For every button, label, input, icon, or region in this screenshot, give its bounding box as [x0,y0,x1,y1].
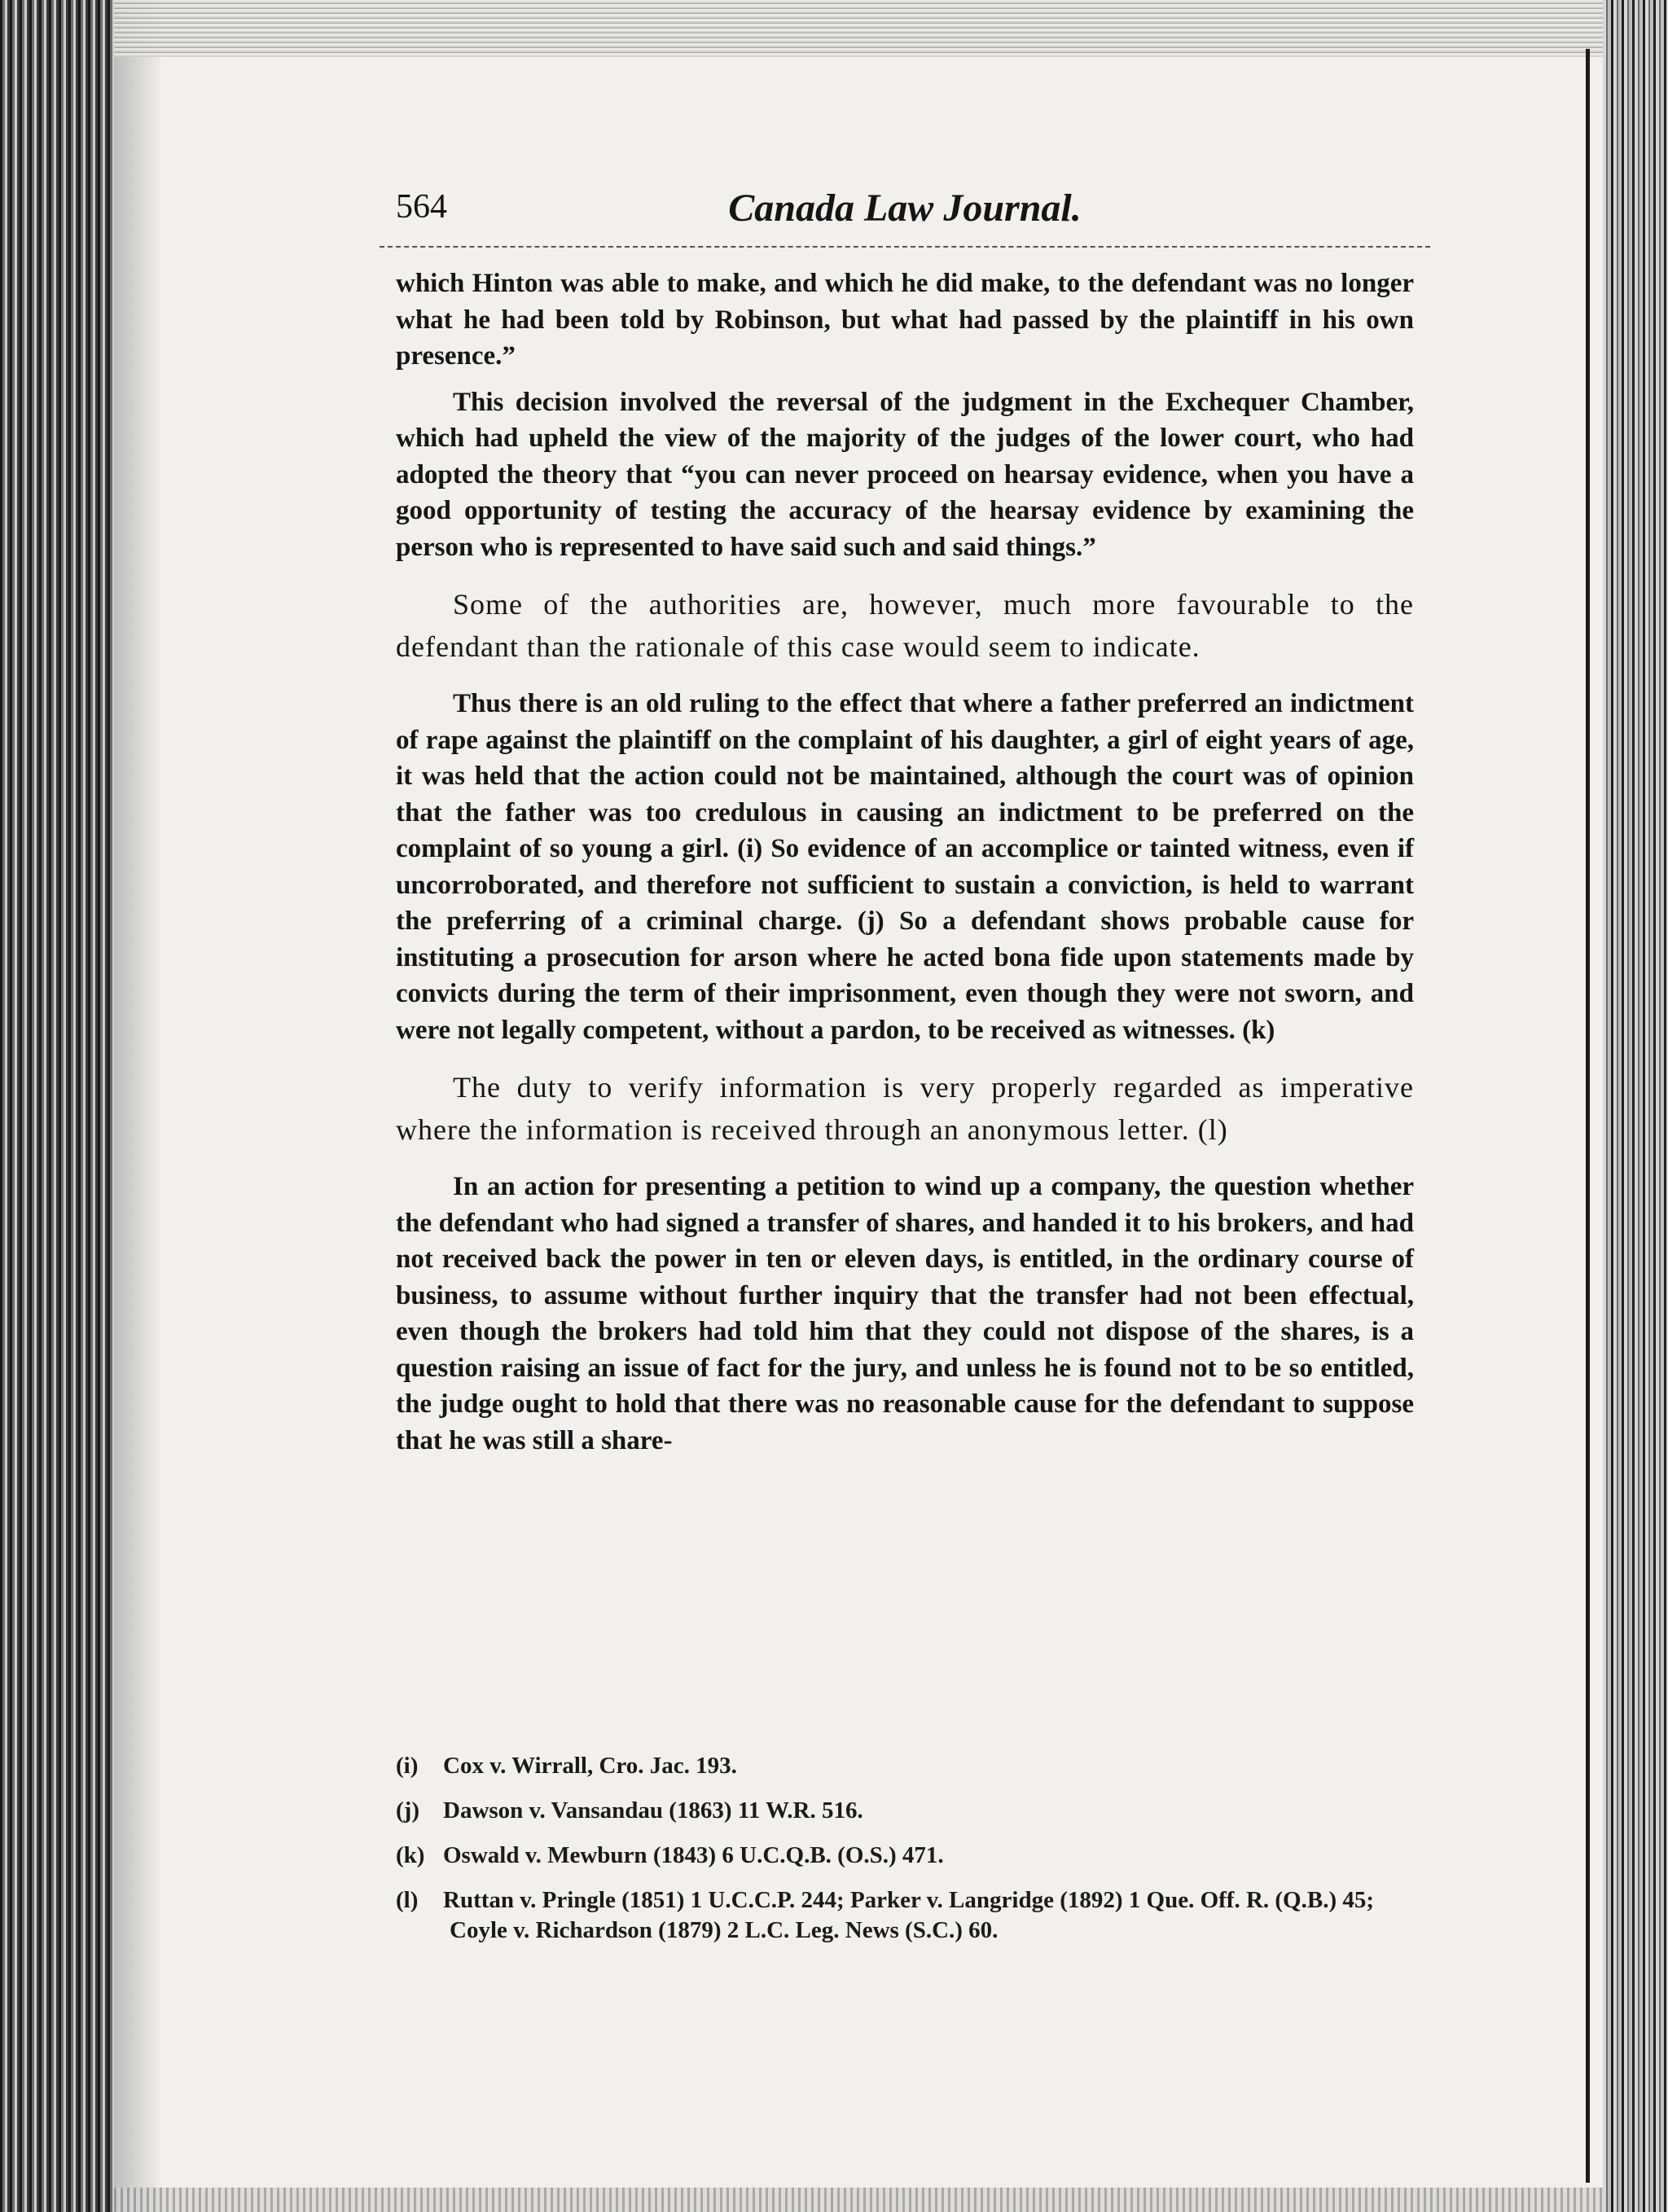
footnote [396,1796,1414,1826]
footnote-marker: (l) [396,1887,419,1913]
footnote-marker: (j) [396,1797,419,1824]
scan-left-edge [0,0,114,2212]
header-rule [380,246,1430,248]
footnote [396,1841,1414,1871]
journal-page [396,179,1414,1943]
scan-left-shadow [114,0,163,2212]
scan-right-border [1586,49,1590,2183]
running-title: Canada Law Journal. [728,187,1082,230]
paragraph-exchequer: This decision involved the reversal of the judgment in the Exchequer Chamber, which had upheld the view of the majority of the judges of the lower court, who had adopted the theory that “you can never proceed on hearsay evidence, when you have a good opportunity of testing the accuracy of the hearsay evidence by examining the person who is represented to have said such and said things.” [396,387,1414,562]
page-number: 564 [396,188,447,226]
footnote-text: Cox v. Wirrall, Cro. Jac. 193. [443,1753,737,1779]
paragraph-old-ruling: Thus there is an old ruling to the effect that where a father preferred an indictment of rape against the plaintiff on the complaint of his daughter, a girl of eight years of age, it was held that the action could not be maintained, although the court was of opinion that the father was too credulous in causing an indictment to be preferred on the complaint of so young a girl. (i) So evidence of an accomplice or tainted witness, even if uncorroborated, and therefore not sufficient to sustain a conviction, is held to warrant the preferring of a criminal charge. (j) So a defendant shows probable cause for instituting a prosecution for arson where he acted bona fide upon statements made by convicts during the term of their imprisonment, even though they were not sworn, and were not legally competent, without a pardon, to be received as witnesses. (k) [396,689,1414,1045]
paragraph-continuation: which Hinton was able to make, and which he did make, to the defendant was no longer what he had been told by Robinson, but what had passed by the plaintiff in his own presence.” [396,269,1414,371]
footnote-text: Ruttan v. Pringle (1851) 1 U.C.C.P. 244; Parker v. Langridge (1892) 1 Que. Off. R. (Q.B.) 45; Coyle v. Richardson (1879) 2 L.C. Leg. News (S.C.) 60. [443,1887,1375,1943]
footnote-text: Oswald v. Mewburn (1843) 6 U.C.Q.B. (O.S.) 471. [443,1842,944,1868]
footnote [396,1751,1414,1781]
footnotes [396,1751,1414,1960]
page-header [396,179,1414,244]
scan-top-edge [114,0,1603,57]
scan-bottom-edge [114,2188,1603,2212]
footnote-text: Dawson v. Vansandau (1863) 11 W.R. 516. [443,1797,863,1824]
paragraph-authorities: Some of the authorities are, however, much more favourable to the defendant than the rationale of this case would seem to indicate. [396,588,1414,663]
footnote [396,1885,1414,1946]
footnote-marker: (i) [396,1753,419,1779]
body-text [396,266,1414,1459]
paragraph-wind-up: In an action for presenting a petition to wind up a company, the question whether the defendant who had signed a transfer of shares, and handed it to his brokers, and had not received back the power in ten or eleven days, is entitled, in the ordinary course of business, to assume without further inquiry that the transfer had not been effectual, even though the brokers had told him that they could not dispose of the shares, is a question raising an issue of fact for the jury, and unless he is found not to be so entitled, the judge ought to hold that there was no reasonable cause for the defendant to suppose that he was still a share- [396,1172,1414,1455]
paragraph-duty-verify: The duty to verify information is very properly regarded as imperative where the information is received through an anonymous letter. (l) [396,1071,1414,1146]
scan-right-edge [1603,0,1668,2212]
footnote-marker: (k) [396,1842,425,1868]
